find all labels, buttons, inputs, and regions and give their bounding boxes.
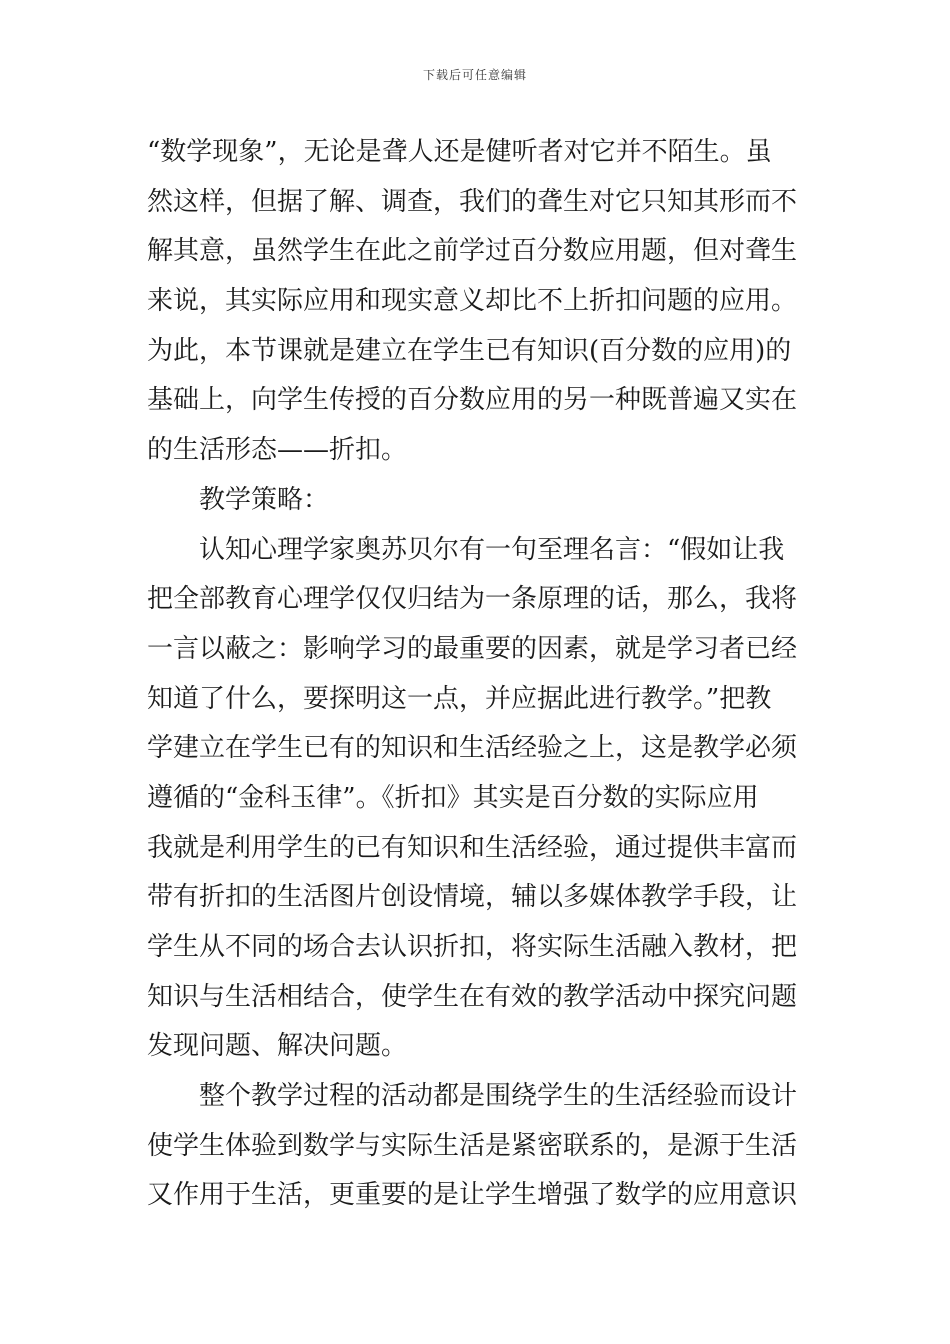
text-line: 一言以蔽之：影响学习的最重要的因素，就是学习者已经 — [147, 633, 798, 664]
page-header: 下载后可任意编辑 — [422, 68, 527, 82]
text-line: 解其意，虽然学生在此之前学过百分数应用题，但对聋生 — [147, 236, 798, 267]
text-line: 发现问题、解决问题。 — [147, 1031, 408, 1062]
text-line: 学生从不同的场合去认识折扣，将实际生活融入教材，把 — [147, 932, 798, 962]
text-line: 的生活形态——折扣。 — [147, 435, 408, 466]
text-line: 带有折扣的生活图片创设情境，辅以多媒体教学手段，让 — [147, 882, 798, 913]
text-line: 为此，本节课就是建立在学生已有知识(百分数的应用)的 — [147, 335, 792, 366]
text-line: 认知心理学家奥苏贝尔有一句至理名言：“假如让我 — [199, 534, 785, 565]
text-line: 遵循的“金科玉律”。《折扣》其实是百分数的实际应用 — [147, 782, 759, 813]
text-line: “数学现象”，无论是聋人还是健听者对它并不陌生。虽 — [147, 137, 772, 167]
text-line: 来说，其实际应用和现实意义却比不上折扣问题的应用。 — [147, 286, 798, 317]
text-line: 然这样，但据了解、调查，我们的聋生对它只知其形而不 — [147, 186, 798, 217]
text-line: 又作用于生活，更重要的是让学生增强了数学的应用意识 — [147, 1180, 798, 1211]
text-line: 把全部教育心理学仅仅归结为一条原理的话，那么，我将 — [147, 584, 798, 615]
text-line: 学建立在学生已有的知识和生活经验之上，这是教学必须 — [147, 733, 798, 764]
text-line: 整个教学过程的活动都是围绕学生的生活经验而设计 — [199, 1081, 798, 1112]
body-text — [147, 128, 809, 1221]
text-line: 知道了什么，要探明这一点，并应据此进行教学。”把教 — [147, 683, 772, 714]
text-line: 教学策略： — [199, 484, 330, 515]
text-line: 知识与生活相结合，使学生在有效的教学活动中探究问题 — [147, 981, 798, 1012]
text-line: 基础上，向学生传授的百分数应用的另一种既普遍又实在 — [147, 385, 798, 416]
text-line: 使学生体验到数学与实际生活是紧密联系的，是源于生活 — [147, 1130, 798, 1161]
text-line: 我就是利用学生的已有知识和生活经验，通过提供丰富而 — [147, 832, 798, 863]
